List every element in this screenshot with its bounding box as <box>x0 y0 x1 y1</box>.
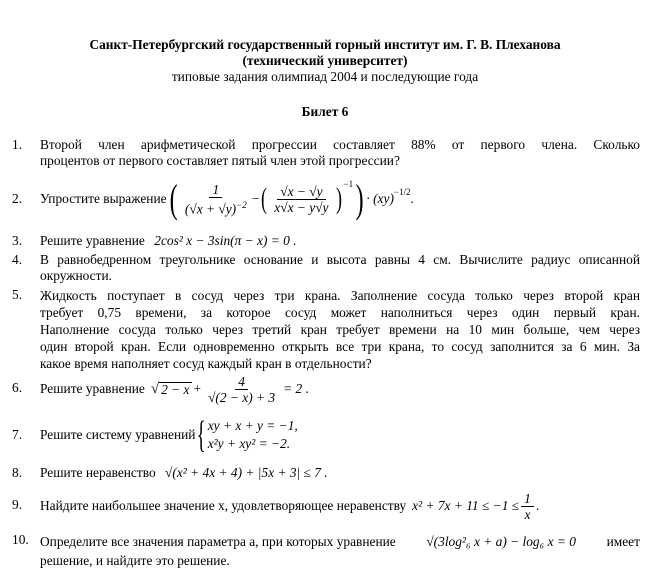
equation: 2cos² x − 3sin(π − x) = 0 . <box>154 233 297 248</box>
fraction-numerator: 1 <box>521 491 534 507</box>
problem-number: 2. <box>12 191 23 206</box>
problem-text: Определите все значения параметра a, при которых уравнение <box>40 534 396 549</box>
outer-exponent: −1 <box>343 179 354 189</box>
fraction <box>521 491 534 522</box>
inequality: x² + 7x + 11 ≤ −1 ≤ <box>412 498 520 513</box>
problem-text-line: Второй член арифметической прогрессии составляет 88% от первого члена. Сколько <box>40 137 640 152</box>
problem-text-line: В равнобедренном треугольнике основание и высота равны 4 см. Вычислите радиус описанной <box>40 252 640 267</box>
problem-text: Найдите наибольшее значение x, удовлетворяющее неравенству <box>40 498 407 513</box>
period: . <box>535 498 540 513</box>
document-description: типовые задания олимпиад 2004 и последующие года <box>171 69 479 84</box>
fraction-numerator: 1 <box>209 182 222 198</box>
problem-number: 8. <box>12 465 23 480</box>
inner-left-paren: ( <box>261 182 268 215</box>
problem-number: 7. <box>12 427 23 442</box>
problem-number: 4. <box>12 252 23 267</box>
problem-text-line: какое время наполняет сосуд каждый кран в отдельности? <box>40 356 372 371</box>
problem-number: 10. <box>12 532 29 547</box>
right-paren: ) <box>355 176 364 221</box>
problem-number: 3. <box>12 233 23 248</box>
problem-text-line: Наполнение сосуда только через третий кран требует времени на 10 мин больше, чем через <box>40 322 640 337</box>
problem-text: Решите уравнение <box>40 381 145 396</box>
problem-text-continued: имеет <box>606 534 640 549</box>
problem-text: Решите уравнение <box>40 233 145 248</box>
problem-text: Решите систему уравнений <box>40 427 196 442</box>
equation-system <box>208 417 298 453</box>
left-paren: ( <box>169 176 178 221</box>
problem-text-line: решение, и найдите это решение. <box>40 553 230 568</box>
fraction-1 <box>182 182 250 216</box>
institute-subtitle: (технический университет) <box>242 53 408 68</box>
exponent: −2 <box>236 199 247 210</box>
problem-text-line: требует 0,75 времени, за которое сосуд может наполниться через один первый кран. <box>40 305 640 320</box>
institute-name: Санкт-Петербургский государственный горный институт им. Г. В. Плеханова <box>89 37 561 52</box>
equation: √(3log²₆ x + a) − log₆ x = 0 <box>426 534 577 549</box>
system-equation-2: x²y + xy² = −2. <box>207 436 291 451</box>
ticket-title: Билет 6 <box>301 104 349 119</box>
fraction-numerator: √x − √y <box>277 184 325 200</box>
problem-number: 5. <box>12 287 23 302</box>
equation-rhs: = 2 . <box>283 381 309 396</box>
problem-text-line: окружности. <box>40 268 112 283</box>
problem-text-line: один второй кран. Если одновременно открыть все три крана, то сосуд заполнится за 6 мин. За <box>40 339 640 354</box>
problem-text: Упростите выражение <box>40 191 167 206</box>
fraction-numerator: 4 <box>235 374 248 390</box>
plus-sign: + <box>193 381 202 396</box>
fraction-denominator: x√x − y√y <box>274 199 329 215</box>
inequality: √(x² + 4x + 4) + |5x + 3| ≤ 7 . <box>165 465 328 480</box>
radicand: 2 − x <box>161 381 190 397</box>
problem-text: Решите неравенство <box>40 465 156 480</box>
fraction-denominator: x <box>524 506 531 522</box>
minus-sign: − <box>251 191 260 206</box>
problem-text-line: Жидкость поступает в сосуд через три крана. Заполнение сосуда только через второй кран <box>40 288 640 303</box>
fraction-2 <box>271 184 331 215</box>
fraction <box>205 374 278 405</box>
fraction-denominator: (√x + √y) <box>184 201 237 217</box>
problem-number: 1. <box>12 137 23 152</box>
problem-text-line: процентов от первого составляет пятый член этой прогрессии? <box>40 153 400 168</box>
system-brace: { <box>197 414 207 456</box>
fraction-denominator: √(2 − x) + 3 <box>208 389 276 405</box>
system-equation-1: xy + x + y = −1, <box>207 418 298 433</box>
radical-sign: √ <box>150 381 160 397</box>
period: . <box>410 191 414 206</box>
tail-exponent: −1/2 <box>393 187 411 197</box>
inner-right-paren: ) <box>335 182 342 215</box>
expression-tail: · (xy) <box>366 191 394 206</box>
problem-number: 9. <box>12 497 23 512</box>
problem-number: 6. <box>12 380 23 395</box>
